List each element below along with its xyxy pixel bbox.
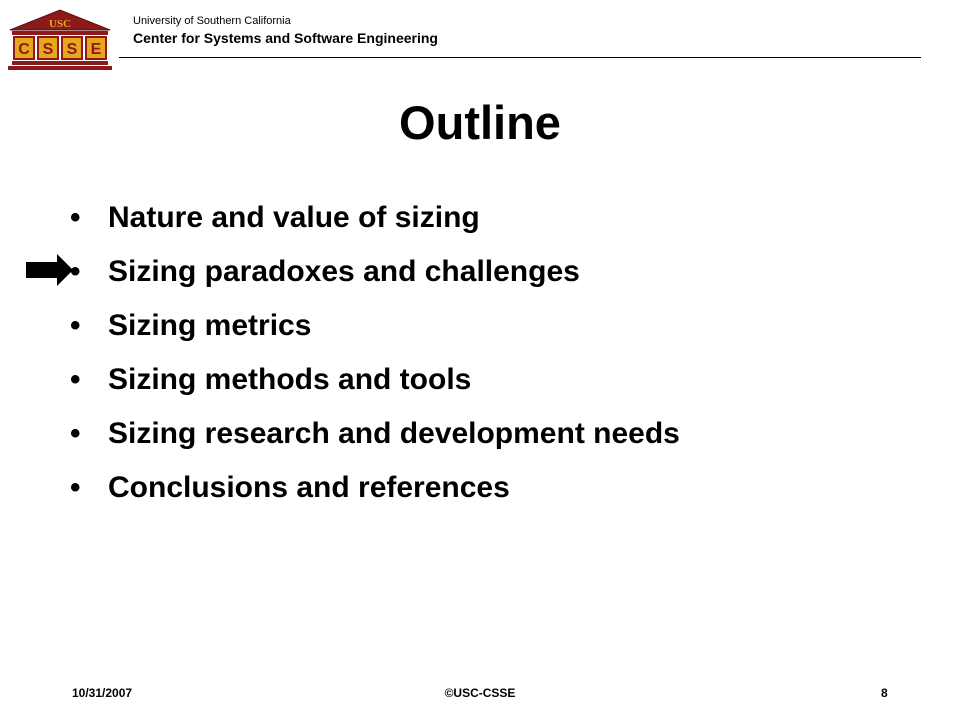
list-item-text: Sizing methods and tools <box>108 363 472 396</box>
list-item-text: Sizing research and development needs <box>108 417 680 450</box>
list-item-text: Conclusions and references <box>108 471 510 504</box>
logo-letter-4: E <box>90 41 102 58</box>
list-item <box>70 247 930 301</box>
list-item <box>70 463 930 517</box>
slide-title: Outline <box>399 96 561 149</box>
footer-page-number: 8 <box>881 686 888 700</box>
bullet-dot-icon: • <box>70 363 81 396</box>
bullet-dot-icon: • <box>70 255 81 288</box>
arrow-right-icon <box>25 252 75 288</box>
usc-csse-logo <box>6 8 114 72</box>
list-item-text: Sizing metrics <box>108 309 312 342</box>
logo-letter-2: S <box>42 41 54 58</box>
header-center-name: Center for Systems and Software Engineering <box>133 30 438 46</box>
list-item <box>70 193 930 247</box>
logo-usc-text: USC <box>48 18 72 30</box>
header-university: University of Southern California <box>133 15 291 27</box>
bullet-dot-icon: • <box>70 309 81 342</box>
footer-date: 10/31/2007 <box>72 686 133 700</box>
logo-letter-1: C <box>18 41 30 58</box>
list-item <box>70 409 930 463</box>
list-item <box>70 301 930 355</box>
bullet-dot-icon: • <box>70 471 81 504</box>
header <box>133 14 438 47</box>
list-item-text: Nature and value of sizing <box>108 201 480 234</box>
footer-copyright: ©USC-CSSE <box>444 686 516 700</box>
outline-list <box>70 193 930 517</box>
header-divider <box>119 57 921 58</box>
logo-letter-3: S <box>66 41 78 58</box>
list-item <box>70 355 930 409</box>
bullet-dot-icon: • <box>70 417 81 450</box>
bullet-dot-icon: • <box>70 201 81 234</box>
list-item-text: Sizing paradoxes and challenges <box>108 255 580 288</box>
